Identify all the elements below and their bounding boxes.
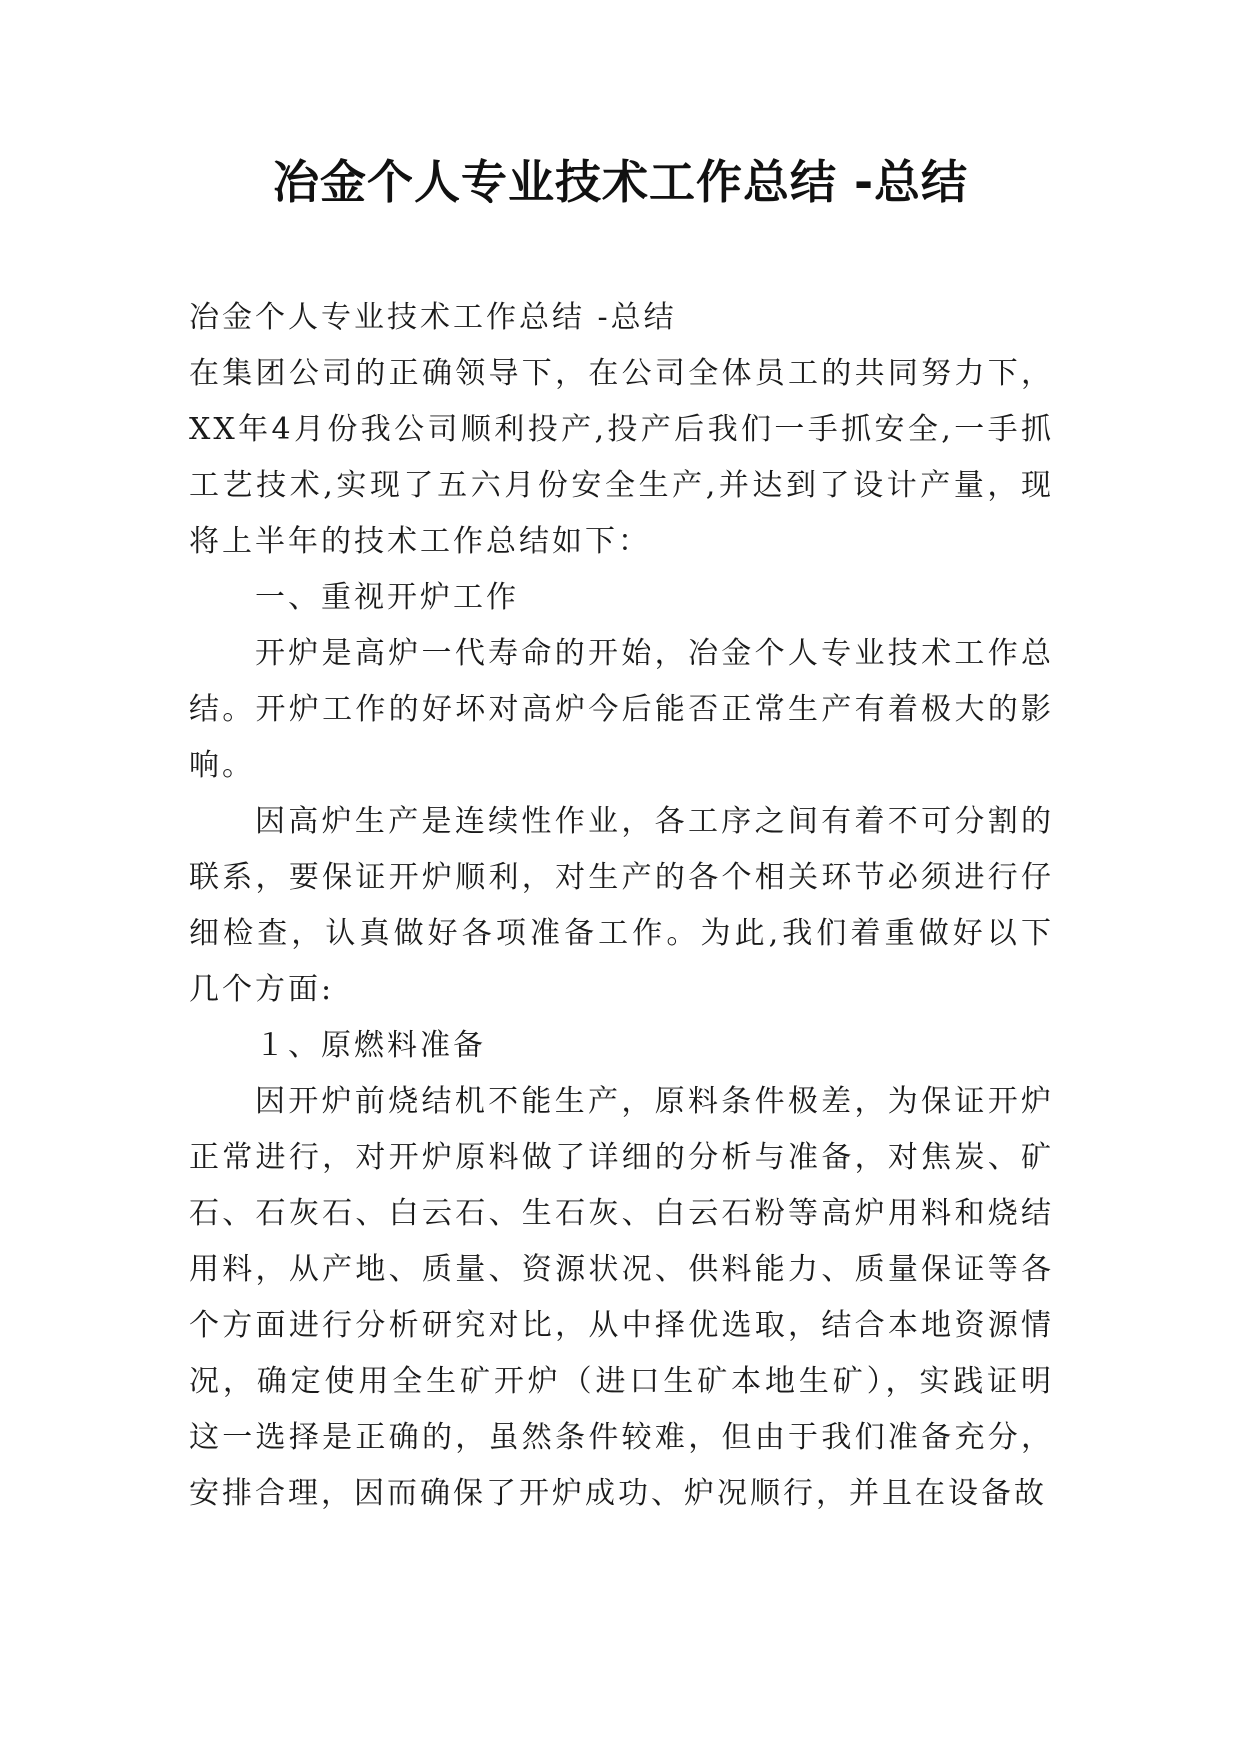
document-body: [189, 290, 1054, 1522]
paragraph: 因高炉生产是连续性作业，各工序之间有着不可分割的联系，要保证开炉顺利，对生产的各个相关环节必须进行仔细检查，认真做好各项准备工作。为此,我们着重做好以下几个方面:: [189, 804, 1054, 1007]
paragraph: 在集团公司的正确领导下，在公司全体员工的共同努力下，XX年4月份我公司顺利投产,投产后我们一手抓安全,一手抓工艺技术,实现了五六月份安全生产,并达到了设计产量，现将上半年的技术工作总结如下：: [189, 356, 1054, 559]
subsection-heading: １、原燃料准备: [255, 1028, 486, 1063]
document-title: 冶金个人专业技术工作总结 -总结: [272, 155, 969, 209]
section-heading: 一、重视开炉工作: [255, 580, 519, 615]
paragraph: 开炉是高炉一代寿命的开始，冶金个人专业技术工作总结。开炉工作的好坏对高炉今后能否正常生产有着极大的影响。: [189, 636, 1054, 783]
paragraph: 因开炉前烧结机不能生产，原料条件极差，为保证开炉正常进行，对开炉原料做了详细的分析与准备，对焦炭、矿石、石灰石、白云石、生石灰、白云石粉等高炉用料和烧结用料，从产地、质量、资源状况、供料能力、质量保证等各个方面进行分析研究对比，从中择优选取，结合本地资源情况，确定使用全生矿开炉（进口生矿本地生矿），实践证明这一选择是正确的，虽然条件较难，但由于我们准备充分，安排合理，因而确保了开炉成功、炉况顺行，并且在设备故: [189, 1084, 1054, 1511]
paragraph: 冶金个人专业技术工作总结 -总结: [189, 300, 677, 335]
